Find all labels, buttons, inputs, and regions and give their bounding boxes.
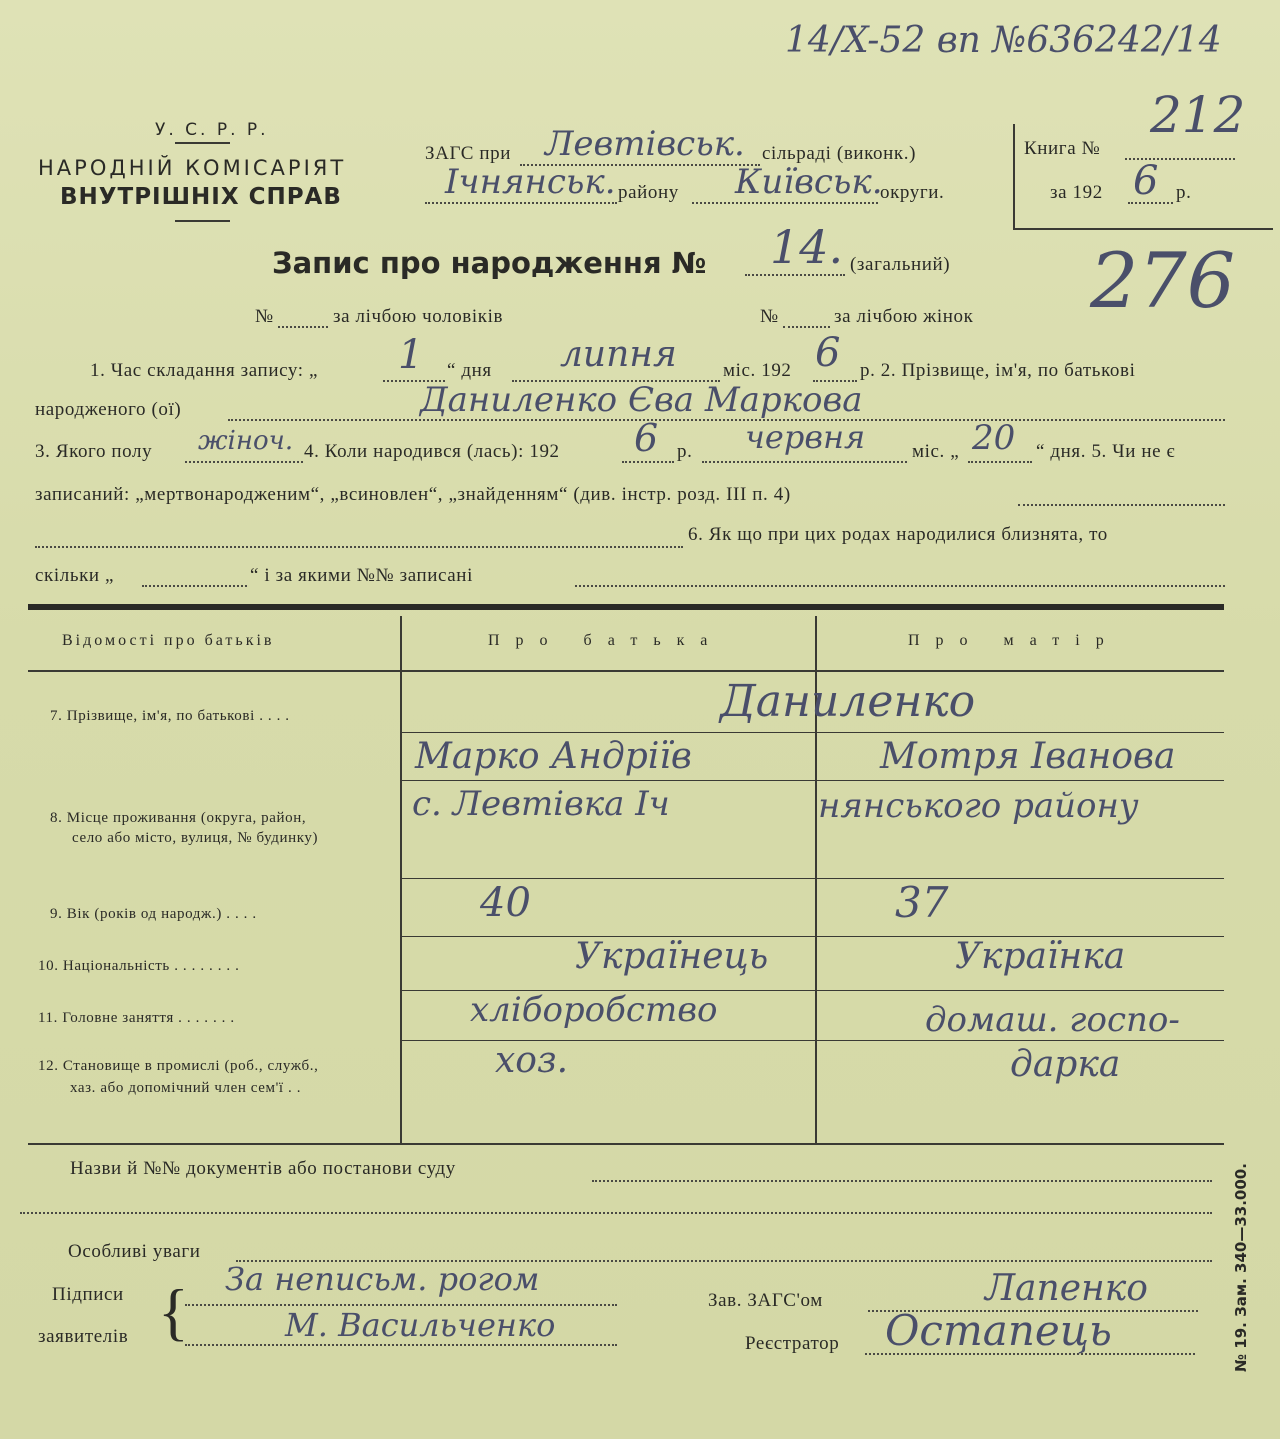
- republic-label: У. С. Р. Р.: [155, 120, 269, 140]
- district-hand: Ічнянськ.: [445, 162, 616, 202]
- head-label: Зав. ЗАГС'ом: [708, 1290, 823, 1311]
- row12-label-2: хаз. або допомічний член сем'ї . .: [70, 1080, 302, 1096]
- row8-label-2: село або місто, вулиця, № будинку): [72, 830, 319, 846]
- l6-a: скільки „: [35, 565, 115, 586]
- male-count-line: [278, 326, 328, 328]
- row10-father-hand: Українець: [575, 936, 769, 977]
- book-year-prefix: за 192: [1050, 182, 1103, 203]
- female-count-line: [783, 326, 830, 328]
- male-count-label: за лічбою чоловіків: [333, 306, 504, 327]
- row7-father-hand: Марко Андріїв: [415, 736, 692, 777]
- col3-header: Про матір: [908, 632, 1120, 649]
- district-line: [425, 202, 617, 204]
- okrug-label: округи.: [880, 182, 945, 203]
- l1-b: “ дня: [447, 360, 492, 381]
- signatures-label-2: заявителів: [38, 1326, 129, 1347]
- book-number-hand: 212: [1150, 86, 1246, 144]
- remarks-label: Особливі уваги: [68, 1241, 201, 1262]
- applicant2-hand: М. Васильченко: [285, 1306, 556, 1344]
- l1-year-hand: 6: [815, 330, 841, 376]
- book-year-suffix: р.: [1176, 182, 1192, 203]
- male-count-prefix: №: [255, 306, 274, 327]
- row8-mother-hand: нянського району: [818, 786, 1139, 826]
- zags-suffix: сільраді (виконк.): [762, 143, 916, 164]
- top-annotation: 14/X-52 вп №636242/14: [785, 20, 1222, 61]
- row8-father-hand: с. Левтівка Іч: [412, 784, 670, 824]
- documents-line-1: [592, 1180, 1212, 1182]
- l3-b: 4. Коли народився (лась): 192: [304, 441, 560, 462]
- header-rule-bottom: [175, 220, 230, 222]
- l3-month-line: [702, 461, 907, 463]
- row9-mother-hand: 37: [895, 878, 949, 927]
- applicant2-line: [185, 1344, 617, 1346]
- row-sep-3: [402, 878, 1224, 879]
- record-title: Запис про народження №: [272, 246, 707, 280]
- l3-day-line: [968, 461, 1032, 463]
- book-label: Книга №: [1024, 138, 1101, 159]
- row7-surname-hand: Даниленко: [720, 676, 976, 727]
- row10-label: 10. Національність . . . . . . . .: [38, 958, 240, 974]
- row7-mother-hand: Мотря Іванова: [880, 736, 1176, 777]
- l3-c: р.: [677, 441, 693, 462]
- l6-records-line: [575, 585, 1225, 587]
- female-count-label: за лічбою жінок: [834, 306, 974, 327]
- col1-header: Відомості про батьків: [62, 632, 275, 649]
- l1-a: 1. Час складання запису: „: [90, 360, 318, 381]
- registrar-hand: Остапець: [885, 1306, 1112, 1355]
- table-col-divider-1: [400, 616, 402, 1143]
- l3-year-line: [622, 461, 674, 463]
- l2-name-hand: Даниленко Єва Маркова: [420, 380, 863, 420]
- l2-a: народженого (ої): [35, 399, 182, 420]
- l3-sex-line: [185, 461, 303, 463]
- book-box-left: [1013, 124, 1015, 230]
- l6-b: “ і за якими №№ записані: [250, 565, 473, 586]
- village-hand: Левтівськ.: [545, 124, 745, 164]
- table-bottom-rule: [28, 1143, 1224, 1145]
- col2-header: Про батька: [488, 632, 724, 649]
- l3-year-hand: 6: [634, 416, 659, 460]
- ministry-line2: ВНУТРІШНІХ СПРАВ: [60, 184, 342, 210]
- l5-a: 6. Як що при цих родах народилися близнята, то: [688, 524, 1108, 545]
- row9-label: 9. Вік (років од народж.) . . . .: [50, 906, 257, 922]
- row-sep-1: [402, 732, 1224, 733]
- signatures-brace: {: [158, 1276, 189, 1347]
- book-box-bottom: [1013, 228, 1273, 230]
- okrug-hand: Київськ.: [735, 162, 883, 202]
- signatures-label-1: Підписи: [52, 1284, 124, 1305]
- l5-line: [35, 546, 683, 548]
- row12-mother-hand: дарка: [1010, 1044, 1121, 1085]
- l1-month-hand: липня: [560, 334, 677, 375]
- female-count-prefix: №: [760, 306, 779, 327]
- l4-line: [1018, 504, 1225, 506]
- l1-d: р. 2. Прізвище, ім'я, по батькові: [860, 360, 1136, 381]
- ministry-line1: НАРОДНІЙ КОМІСАРІЯТ: [38, 156, 347, 180]
- l4-a: записаний: „мертвонародженим“, „всиновлен“, „знайденням“ (див. інстр. розд. III п. 4): [35, 484, 791, 505]
- applicant1-hand: За неписьм. рогом: [225, 1260, 540, 1298]
- l3-d: міс. „: [912, 441, 960, 462]
- l6-count-line: [142, 585, 247, 587]
- district-label: району: [618, 182, 679, 203]
- table-top-rule: [28, 604, 1224, 610]
- l3-e: “ дня. 5. Чи не є: [1036, 441, 1176, 462]
- record-number-line: [745, 274, 845, 276]
- table-header-rule: [28, 670, 1224, 672]
- l3-day-hand: 20: [972, 418, 1016, 458]
- header-rule-top: [175, 142, 230, 144]
- row11-label: 11. Головне заняття . . . . . . .: [38, 1010, 235, 1026]
- row12-label-1: 12. Становище в промислі (роб., служб.,: [38, 1058, 319, 1074]
- l1-c: міс. 192: [723, 360, 792, 381]
- row10-mother-hand: Українка: [955, 936, 1126, 977]
- registrar-label: Реєстратор: [745, 1333, 840, 1354]
- l3-a: 3. Якого полу: [35, 441, 153, 462]
- margin-note: 276: [1090, 236, 1236, 325]
- l3-month-hand: червня: [745, 418, 866, 456]
- documents-line-2: [20, 1212, 1212, 1214]
- head-hand: Лапенко: [985, 1268, 1148, 1309]
- zags-prefix: ЗАГС при: [425, 143, 512, 164]
- side-print: № 19. Зам. 340—33.000.: [1232, 1163, 1250, 1372]
- row11-father-hand: хліборобство: [470, 990, 718, 1030]
- okrug-line: [692, 202, 878, 204]
- book-year-hand: 6: [1133, 158, 1159, 204]
- l3-sex-hand: жіноч.: [198, 426, 294, 456]
- record-title-suffix: (загальний): [850, 254, 951, 275]
- row12-father-hand: хоз.: [495, 1040, 569, 1081]
- row8-label-1: 8. Місце проживання (округа, район,: [50, 810, 307, 826]
- l1-day-hand: 1: [398, 332, 424, 378]
- row11-mother-hand: домаш. госпо-: [925, 1000, 1180, 1040]
- row7-label: 7. Прізвище, ім'я, по батькові . . . .: [50, 708, 290, 724]
- record-number-hand: 14.: [770, 220, 844, 274]
- row9-father-hand: 40: [480, 880, 531, 926]
- row-sep-2: [402, 780, 1224, 781]
- documents-label: Назви й №№ документів або постанови суду: [70, 1158, 456, 1179]
